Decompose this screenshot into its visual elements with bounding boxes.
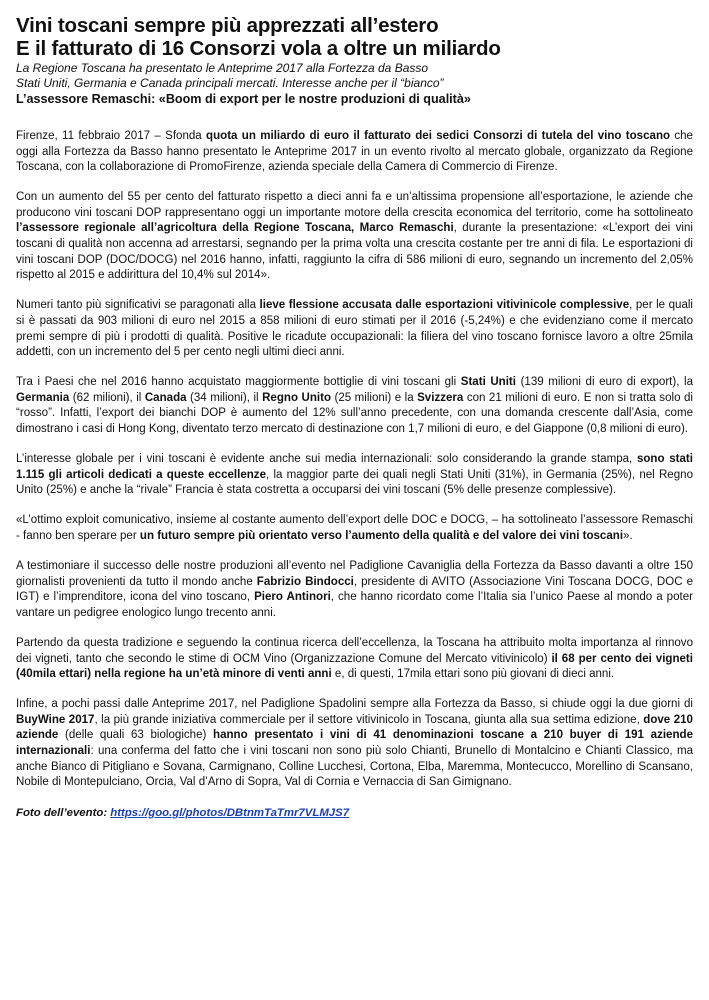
paragraph-9: Infine, a pochi passi dalle Anteprime 2017, nel Padiglione Spadolini sempre alla Fortezza da Basso, si chiude oggi la due giorni di BuyWine 2017, la più grande iniziativa commerciale per il settore vitivinicolo in Toscana, giunta alla sua settima edizione, dove 210 aziende (delle quali 63 biologiche) hanno presentato i vini di 41 denominazioni toscane a 210 buyer di 191 aziende internazionali: una conferma del fatto che i vini toscani non sono più solo Chianti, Brunello di Montalcino e Chianti Classico, ma anche Bianco di Pitigliano e Sovana, Carmignano, Colline Lucchesi, Cortona, Elba, Maremma, Montecucco, Morellino di Scansano, Nobile di Montepulciano, Orcia, Val d’Arno di Sopra, Val di Cornia e Vernaccia di San Gimignano. (16, 698, 693, 789)
subtitle-line-1: La Regione Toscana ha presentato le Anteprime 2017 alla Fortezza da Basso (16, 61, 429, 75)
photo-album-link[interactable]: https://goo.gl/photos/DBtnmTaTmr7VLMJS7 (110, 806, 350, 819)
paragraph-6: «L’ottimo exploit comunicativo, insieme al costante aumento dell’export delle DOC e DOCG, – ha sottolineato l’assessore Remaschi - fanno ben sperare per un futuro sempre più orientato verso l’aumento della qualità e del valore dei vini toscani». (16, 514, 693, 542)
paragraph-1: Firenze, 11 febbraio 2017 – Sfonda quota un miliardo di euro il fatturato dei sedici Consorzi di tutela del vino toscano che oggi alla Fortezza da Basso hanno presentato le Anteprime 2017 in un evento rivolto al mercato globale, organizzato da Regione Toscana, con la collaborazione di PromoFirenze, azienda speciale della Camera di Commercio di Firenze. (16, 130, 693, 174)
title-line-2: E il fatturato di 16 Consorzi vola a oltre un miliardo (16, 37, 501, 60)
photo-credit-label: Foto dell’evento: (16, 806, 111, 819)
lead-quote: L’assessore Remaschi: «Boom di export per le nostre produzioni di qualità» (16, 92, 471, 106)
paragraph-7: A testimoniare il successo delle nostre produzioni all’evento nel Padiglione Cavaniglia della Fortezza da Basso davanti a oltre 150 giornalisti provenienti da tutto il mondo anche Fabrizio Bindocci, presidente di AVITO (Associazione Vini Toscana DOCG, DOC e IGT) e l’imprenditore, icona del vino toscano, Piero Antinori, che hanno ricordato come l’Italia sia l’unico Paese al mondo a poter vantare un pedigree enologico lungo trecento anni. (16, 560, 693, 619)
paragraph-8: Partendo da questa tradizione e seguendo la continua ricerca dell’eccellenza, la Toscana ha attribuito molta importanza al rinnovo dei vigneti, tanto che secondo le stime di OCM Vino (Organizzazione Comune del Mercato vitivinicolo) il 68 per cento dei vigneti (40mila ettari) nella regione ha un’età minore di venti anni e, di questi, 17mila ettari sono più giovani di dieci anni. (16, 636, 693, 681)
title-line-1: Vini toscani sempre più apprezzati all’estero (16, 14, 439, 37)
subtitle-line-2: Stati Uniti, Germania e Canada principali mercati. Interesse anche per il “bianco” (16, 76, 444, 90)
photo-credit (16, 807, 693, 819)
paragraph-3: Numeri tanto più significativi se paragonati alla lieve flessione accusata dalle esportazioni vitivinicole complessive, per le quali si è passati da 903 milioni di euro nel 2015 a 858 milioni di euro stimati per il 2016 (-5,24%) e che evidenziano come il mercato premi sempre di più i prodotti di qualità. Positive le ricadute occupazionali: la filiera del vino toscano fornisce lavoro a oltre 25mila addetti, con un incremento del 5 per cento negli ultimi dieci anni. (16, 299, 693, 359)
paragraph-4: Tra i Paesi che nel 2016 hanno acquistato maggiormente bottiglie di vini toscani gli Stati Uniti (139 milioni di euro di export), la Germania (62 milioni), il Canada (34 milioni), il Regno Unito (25 milioni) e la Svizzera con 21 milioni di euro. E non si tratta solo di “rosso”. Infatti, l’export dei bianchi DOP è aumento del 12% sull’anno precedente, con una domanda crescente dall’Asia, come dimostrano i casi di Hong Kong, diventato terzo mercato di destinazione con 1,7 milioni di euro, e del Giappone (0,8 milioni di euro). (16, 376, 693, 435)
paragraph-2: Con un aumento del 55 per cento del fatturato rispetto a dieci anni fa e un’altissima propensione all’esportazione, le aziende che producono vini toscani DOP rappresentano oggi un importante motore della crescita economica del territorio, come ha sottolineato l’assessore regionale all’agricoltura della Regione Toscana, Marco Remaschi, durante la presentazione: «L’export dei vini toscani di qualità non accenna ad arrestarsi, segnando per la prima volta una crescita costante per tre anni di fila. Le esportazioni di vini toscani DOP (DOC/DOCG) nel 2016 hanno, infatti, raggiunto la cifra di 586 milioni di euro, segnando un incremento del 2,05% rispetto al 2015 e addirittura del 10,4% sul 2014». (16, 191, 693, 282)
paragraph-5: L’interesse globale per i vini toscani è evidente anche sui media internazionali: solo considerando la grande stampa, sono stati 1.115 gli articoli dedicati a queste eccellenze, la maggior parte dei quali negli Stati Uniti (31%), in Germania (25%), nel Regno Unito (25%) e anche la “rivale” Francia è stata costretta a occuparsi dei vini toscani (5% delle presenze complessive). (16, 453, 693, 497)
